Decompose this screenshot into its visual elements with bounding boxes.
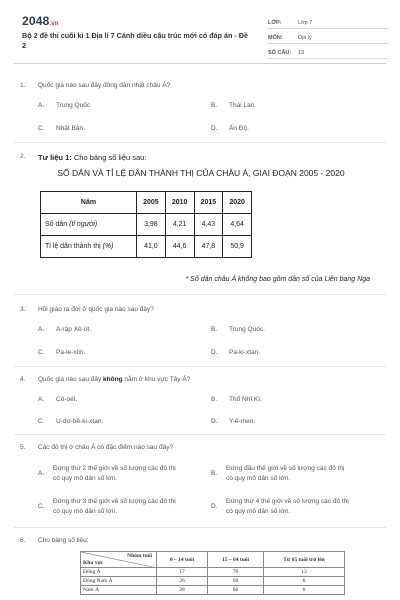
age-structure-table — [80, 551, 345, 595]
population-table — [40, 191, 252, 258]
table-cell: 4,43 — [194, 214, 223, 236]
divider — [14, 434, 386, 435]
question-text: Quốc gia nào sau đây không nằm ở khu vực Tây Á? — [38, 376, 191, 383]
question-number: 5. — [20, 444, 26, 451]
table-cell: 66 — [208, 586, 264, 595]
option-b[interactable]: B. Đứng đầu thế giới về số lượng các đô thị có quy mô dân số lớn. — [211, 465, 345, 482]
option-b[interactable]: B. Thái Lan. — [211, 102, 257, 109]
table-cell: 4,21 — [165, 214, 194, 236]
table-cell: 13 — [263, 568, 344, 577]
table-cell: 70 — [208, 568, 264, 577]
table-cell: 17 — [157, 568, 208, 577]
question-text: Hồi giáo ra đời ở quốc gia nào sau đây? — [38, 306, 154, 313]
divider — [14, 366, 386, 367]
table-cell: 47,8 — [194, 236, 223, 258]
option-d[interactable]: D. Ấn Độ. — [211, 125, 249, 132]
table-row-label: Tỉ lệ dân thành thị (%) — [41, 236, 137, 258]
table-cell: 44,6 — [165, 236, 194, 258]
document-title: Bộ 2 đề thi cuối kì 1 Địa lí 7 Cánh diều cấu trúc mới có đáp án - Đề 2 — [22, 31, 248, 50]
table-cell: 6 — [263, 586, 344, 595]
option-a[interactable]: A. A-rập Xê-út. — [38, 326, 92, 333]
table-cell: 50,9 — [223, 236, 252, 258]
question-number: 2. — [20, 153, 26, 160]
table-header-cell: 2020 — [223, 192, 252, 214]
question-number: 6. — [20, 537, 26, 544]
table-header-row — [41, 192, 252, 214]
document-meta — [268, 17, 388, 62]
table-corner-cell: Nhóm tuổi Khu vực — [81, 552, 157, 568]
table-row — [41, 214, 252, 236]
option-d[interactable]: D. Y-ê-men. — [211, 418, 256, 425]
option-b[interactable]: B. Thổ Nhĩ Kì. — [211, 396, 262, 403]
table-header-cell: 15 – 64 tuổi — [208, 552, 264, 568]
option-c[interactable]: C. Pa-le-xtin. — [38, 349, 86, 356]
table-row-label: Số dân (tỉ người) — [41, 214, 137, 236]
table-title: SỐ DÂN VÀ TỈ LỆ DÂN THÀNH THỊ CỦA CHÂU Á, GIAI ĐOẠN 2005 - 2020 — [57, 168, 345, 178]
table-note: * Số dân châu Á không bao gồm dân số của Liên bang Nga — [185, 276, 370, 283]
option-a[interactable]: A. Cô-oét. — [38, 396, 78, 403]
table-cell: 68 — [208, 577, 264, 586]
divider — [14, 142, 386, 143]
table-header-cell: 2015 — [194, 192, 223, 214]
meta-value: Địa lý — [298, 34, 312, 41]
option-c[interactable]: C. U-dơ-bê-ki-xtan. — [38, 418, 104, 425]
option-a[interactable]: A. Đứng thứ 2 thế giới về số lượng các đô thị có quy mô dân số lớn. — [38, 465, 176, 482]
meta-value: 13 — [298, 49, 305, 56]
table-header-cell: 2005 — [137, 192, 166, 214]
option-b[interactable]: B. Trung Quốc. — [211, 326, 265, 333]
table-row — [81, 568, 345, 577]
table-cell: 41,0 — [137, 236, 166, 258]
question-number: 1. — [20, 82, 26, 89]
table-cell: 4,64 — [223, 214, 252, 236]
question-text: Cho bảng số liệu: — [38, 537, 89, 544]
option-d[interactable]: D. Đứng thứ 4 thế giới về số lượng các đô thị có quy mô dân số lớn. — [211, 498, 349, 515]
option-c[interactable]: C. Đứng thứ 3 thế giới về số lượng các đô thị có quy mô dân số lớn. — [38, 498, 176, 515]
divider — [14, 527, 386, 528]
meta-value: Lớp 7 — [298, 19, 313, 26]
table-row-label: Đông Á — [81, 568, 157, 577]
table-row — [81, 586, 345, 595]
table-cell: 26 — [157, 577, 208, 586]
meta-row-subject — [268, 32, 388, 44]
table-header-cell: 2010 — [165, 192, 194, 214]
table-cell: 6 — [263, 577, 344, 586]
meta-key: SỐ CÂU: — [268, 49, 292, 56]
meta-key: MÔN: — [268, 34, 283, 41]
table-header-cell: Năm — [41, 192, 137, 214]
meta-key: LỚP: — [268, 19, 282, 26]
question-text: Các đô thị ở châu Á có đặc điểm nào sau đây? — [38, 444, 174, 451]
table-row — [41, 236, 252, 258]
table-cell: 28 — [157, 586, 208, 595]
meta-row-class — [268, 17, 388, 29]
divider — [14, 294, 386, 295]
question-text: Quốc gia nào sau đây đông dân nhất châu Á? — [38, 82, 171, 89]
question-text: Tư liệu 1: Cho bảng số liệu sau: — [38, 153, 147, 162]
question-number: 4. — [20, 376, 26, 383]
document-header — [14, 0, 386, 64]
meta-row-question-count — [268, 47, 388, 59]
table-cell: 3,98 — [137, 214, 166, 236]
table-row — [81, 577, 345, 586]
table-header-row — [81, 552, 345, 568]
question-number: 3. — [20, 306, 26, 313]
table-header-cell: 0 – 14 tuổi — [157, 552, 208, 568]
table-row-label: Nam Á — [81, 586, 157, 595]
option-a[interactable]: A. Trung Quốc — [38, 102, 91, 109]
site-logo[interactable]: 2048.vn — [22, 14, 59, 28]
table-row-label: Đông Nam Á — [81, 577, 157, 586]
option-d[interactable]: D. Pa-ki-xtan. — [211, 349, 261, 356]
option-c[interactable]: C. Nhật Bản. — [38, 125, 85, 132]
table-header-cell: Từ 65 tuổi trở lên — [263, 552, 344, 568]
